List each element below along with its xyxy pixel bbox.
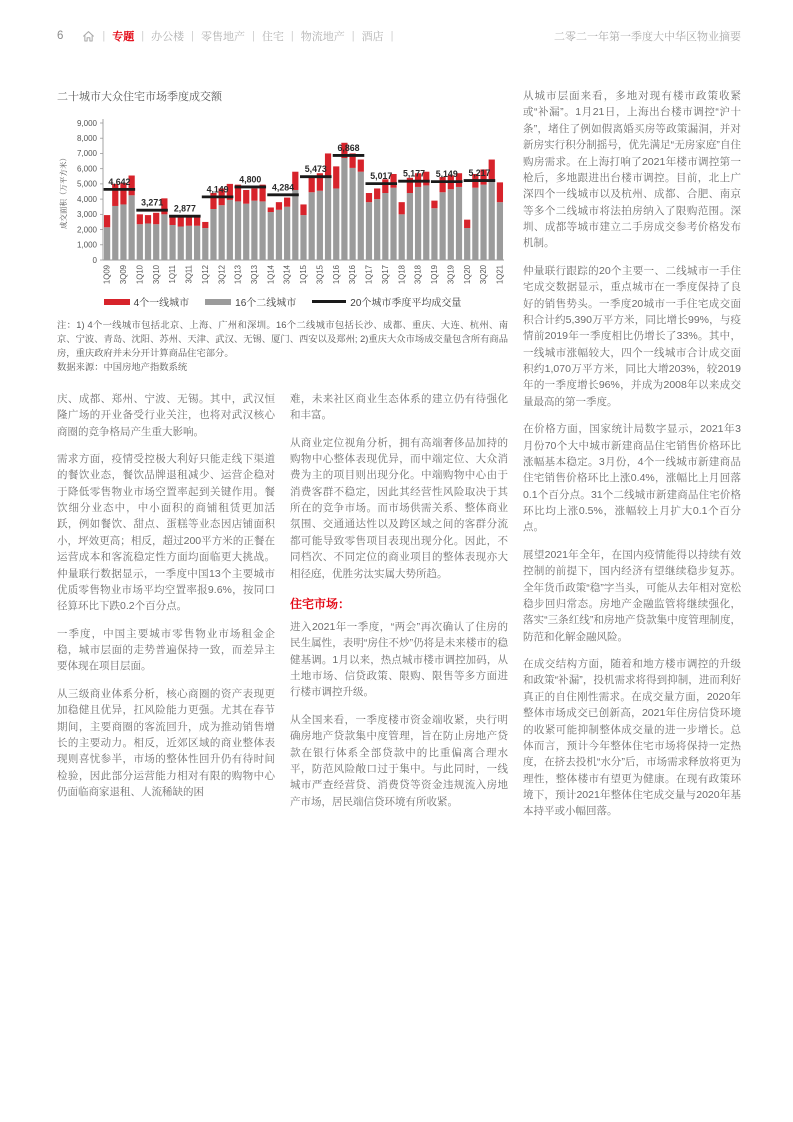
report-title: 二零二一年第一季度大中华区物业摘要 (554, 31, 741, 43)
bar-tier2 (268, 212, 274, 260)
body-paragraph: 从三级商业体系分析，核心商圈的资产表现更加稳健且优异，扛风险能力更强。尤其在春节期间，主要商圈的客流回升，成为推动销售增长的主要动力。相反，近郊区域的商业整体表现则喜忧参半，市场的整体性回升仍有待时间检验，因此部分运营能力相对有限的购物中心仍面临商家退租、人流稀缺的困 (57, 687, 275, 798)
nav-item-residential[interactable]: 住宅 (261, 31, 284, 43)
bar-tier2 (161, 214, 167, 260)
svg-text:1Q14: 1Q14 (266, 265, 276, 285)
bar-tier2 (300, 215, 306, 260)
bar-tier2 (186, 226, 192, 260)
svg-text:1Q20: 1Q20 (462, 265, 472, 285)
bar-tier2 (235, 201, 241, 260)
svg-text:1Q17: 1Q17 (364, 265, 374, 285)
bar-tier2 (415, 187, 421, 260)
average-label: 5,473 (304, 164, 327, 175)
bar-tier2 (472, 188, 478, 260)
bar-tier1 (374, 188, 380, 199)
bar-tier2 (219, 205, 225, 260)
average-label: 6,868 (337, 142, 360, 153)
average-label: 4,800 (239, 174, 262, 185)
svg-text:8,000: 8,000 (76, 134, 97, 144)
bar-tier2 (202, 228, 208, 260)
nav-item-retail[interactable]: 零售地产 (200, 31, 245, 43)
bar-tier1 (137, 214, 143, 224)
bar-tier1 (243, 190, 249, 204)
nav-item-logistics[interactable]: 物流地产 (300, 31, 345, 43)
bar-tier2 (407, 193, 413, 260)
bar-tier2 (431, 208, 437, 260)
legend-swatch-tier1 (104, 299, 130, 305)
svg-text:1Q19: 1Q19 (430, 265, 440, 285)
bar-tier2 (243, 204, 249, 260)
legend-label-tier1: 4个一线城市 (133, 298, 190, 309)
bar-tier2 (382, 193, 388, 260)
body-paragraph: 在价格方面，国家统计局数字显示，2021年3月份70个大中城市新建商品住宅销售价格环比涨幅基本稳定。3月份，4个一线城市新建商品住宅销售价格环比上涨0.4%，涨幅比上月回落0.1个百分点。31个二线城市新建商品住宅价格环比均上涨0.5%，涨幅较上月扩大0.1个百分点。 (523, 423, 741, 534)
svg-text:3Q11: 3Q11 (184, 265, 194, 284)
chart-legend (57, 294, 508, 309)
bar-tier1 (112, 184, 118, 206)
svg-text:0: 0 (92, 255, 97, 265)
bar-tier1 (202, 222, 208, 228)
chart-notes (57, 319, 508, 375)
chart-note: 注：1) 4个一线城市包括北京、上海、广州和深圳。16个二线城市包括长沙、成都、重庆、大连、杭州、南京、宁波、青岛、沈阳、苏州、天津、武汉、无锡、厦门、西安以及郑州; 2)重庆大众市场成交量包含所有商品房，重庆政府并未分开计算商品住宅部分。 (57, 320, 508, 358)
bar-tier1 (300, 204, 306, 215)
svg-text:5,000: 5,000 (76, 179, 97, 189)
svg-text:1Q16: 1Q16 (331, 265, 341, 285)
main-area (57, 88, 508, 831)
column-chart-svg (57, 114, 508, 292)
legend-item-average (312, 294, 461, 309)
body-paragraph: 需求方面，疫情受控极大利好只能走线下渠道的餐饮业态，餐饮品牌退租减少、运营企稳对于降低零售物业市场空置率起到关键作用。餐饮细分业态中，中小面积的商铺租赁更加活跃，例如餐饮、甜点、蛋糕等业态因店铺面积小，坪效更高；相反，超过200平方米的正餐在运营成本和客流稳定性方面均面临更大挑战。仲量联行数据显示，一季度中国13个主要城市优质零售物业市场平均空置率报9.6%，按同口径算环比下跌0.2个百分点。 (57, 452, 275, 613)
nav-separator: | (251, 30, 255, 42)
nav-separator: | (191, 30, 194, 42)
svg-text:1,000: 1,000 (76, 240, 97, 250)
bar-tier1 (464, 220, 470, 228)
body-paragraph: 从城市层面来看，多地对现有楼市政策收紧或“补漏”。1月21日，上海出台楼市调控“沪十条”，堵住了例如假离婚买房等政策漏洞，并对新房实行积分制摇号，优先满足“无房家庭”自住购房需求。在上海打响了2021年楼市调控第一枪后，多地跟进出台楼市调控。目前，北上广深四个一线城市以及杭州、成都、合肥、南京等多个二线城市将法拍房纳入了限购范围。深圳、成都等城市建立二手房成交参考价格发布机制。 (523, 90, 741, 250)
average-label: 5,149 (435, 169, 458, 180)
svg-text:3Q19: 3Q19 (446, 265, 456, 285)
bar-tier1 (186, 217, 192, 226)
body-paragraph: 进入2021年一季度，“两会”再次确认了住房的民生属性，表明“房住不炒”仍将是未来楼市的稳健基调。1月以来，热点城市楼市调控加码，从土地市场、信贷政策、限购、限售等多方面进行楼市调控升级。 (290, 620, 508, 699)
bar-tier1 (104, 215, 110, 227)
nav-separator: | (290, 30, 294, 42)
svg-text:成交面积（万平方米）: 成交面积（万平方米） (59, 154, 68, 229)
bar-tier2 (317, 191, 323, 260)
svg-text:3Q17: 3Q17 (380, 265, 390, 285)
bar-tier2 (120, 204, 126, 260)
bar-tier2 (104, 227, 110, 260)
bar-tier2 (145, 223, 151, 260)
bar-tier2 (423, 185, 429, 260)
bar-tier2 (292, 190, 298, 260)
bar-tier2 (325, 176, 331, 260)
svg-text:3Q15: 3Q15 (315, 265, 325, 285)
svg-text:1Q10: 1Q10 (135, 265, 145, 285)
svg-text:3Q20: 3Q20 (479, 265, 489, 285)
legend-swatch-average (312, 300, 346, 303)
column-left (57, 391, 275, 821)
bar-tier2 (333, 188, 339, 260)
svg-text:3Q16: 3Q16 (348, 265, 358, 285)
column-middle (290, 391, 508, 821)
bar-tier1 (268, 207, 274, 212)
svg-text:3Q13: 3Q13 (249, 265, 259, 285)
bar-tier1 (431, 201, 437, 209)
body-paragraph: 展望2021年全年，在国内疫情能得以持续有效控制的前提下，国内经济有望继续稳步复苏。全年货币政策“稳”字当头，可能从去年相对宽松稳步回归常态。房地产金融监管将继续强化，落实“三条红线”和房地产贷款集中度管理制度，防范和化解金融风险。 (523, 548, 741, 643)
bar-tier1 (153, 213, 159, 224)
bar-tier2 (349, 168, 355, 260)
svg-text:1Q18: 1Q18 (397, 265, 407, 285)
bar-tier1 (333, 166, 339, 188)
average-label: 5,217 (468, 168, 491, 179)
bar-tier1 (178, 217, 184, 226)
bar-tier2 (489, 181, 495, 260)
svg-text:3Q10: 3Q10 (151, 265, 161, 285)
bar-tier2 (456, 187, 462, 260)
bar-tier2 (259, 201, 265, 260)
bar-tier2 (251, 201, 257, 260)
bar-tier2 (284, 207, 290, 260)
body-paragraph: 从商业定位视角分析，拥有高端奢侈品加持的购物中心整体表现优异，而中端定位、大众消费为主的项目则出现分化。中端购物中心由于消费客群不稳定，因此其经营性风险取决于其所在的竞争市场。而市场供需关系、整体商业氛围、交通通达性以及跨区域之间的客群分流都可能导致零售项目表现出现分化。因此，不同档次、不同定位的商业项目的整体表现亦大相径庭，优胜劣汰实属大势所趋。 (290, 436, 508, 580)
legend-item-tier1 (104, 294, 190, 309)
svg-text:3Q12: 3Q12 (217, 265, 227, 285)
bar-tier1 (399, 202, 405, 214)
svg-text:3Q09: 3Q09 (119, 265, 129, 285)
bar-tier2 (374, 199, 380, 260)
chart-source: 数据来源：中国房地产指数系统 (57, 361, 188, 372)
bar-tier2 (448, 189, 454, 260)
average-label: 3,271 (141, 197, 164, 208)
body-paragraph: 庆、成都、郑州、宁波、无锡。其中，武汉恒隆广场的开业备受行业关注，也将对武汉核心商圈的竞争格局产生重大影响。 (57, 392, 275, 438)
body-paragraph: 一季度，中国主要城市零售物业市场租金企稳，城市层面的走势普遍保持一致，而差异主要体现在项目层面。 (57, 627, 275, 673)
average-label: 4,284 (272, 182, 295, 193)
bar-tier2 (153, 224, 159, 260)
nav-item-office[interactable]: 办公楼 (151, 31, 185, 43)
bar-tier2 (309, 192, 315, 260)
page-header (57, 28, 741, 44)
bar-tier2 (390, 188, 396, 260)
svg-text:1Q15: 1Q15 (299, 265, 309, 285)
bar-tier1 (284, 198, 290, 207)
bar-tier2 (341, 158, 347, 260)
svg-text:1Q21: 1Q21 (495, 265, 505, 285)
home-icon[interactable] (82, 30, 95, 43)
bar-tier2 (112, 206, 118, 260)
bar-tier2 (358, 172, 364, 260)
average-label: 5,177 (402, 168, 425, 179)
section-heading-residential: 住宅市场： (290, 596, 351, 611)
bar-tier1 (440, 177, 446, 192)
svg-text:3Q14: 3Q14 (282, 265, 292, 285)
nav-separator: | (390, 30, 394, 42)
bar-tier1 (210, 193, 216, 209)
chart-title: 二十城市大众住宅市场季度成交额 (57, 91, 222, 103)
svg-text:3,000: 3,000 (76, 210, 97, 220)
svg-text:9,000: 9,000 (76, 118, 97, 128)
svg-text:2,000: 2,000 (76, 225, 97, 235)
svg-text:1Q09: 1Q09 (102, 265, 112, 285)
nav-separator: | (102, 30, 106, 42)
nav-item-topic[interactable]: 专题 (112, 31, 135, 43)
bar-tier2 (178, 227, 184, 260)
body-paragraph: 在成交结构方面，随着和地方楼市调控的升级和政策“补漏”，投机需求将得到抑制，进而利好真正的自住刚性需求。在成交量方面，2020年整体市场成交已创新高，2021年住房信贷环境的收紧可能抑制整体成交量的进一步增长。总体而言，预计今年整体住宅市场将保持一定热度，在挤去投机“水分”后，市场需求释放将更为理性，整体楼市有望更为健康。在现有政策环境下，预计2021年整体住宅成交量与2020年基本持平或小幅回落。 (523, 658, 741, 818)
nav-item-hotel[interactable]: 酒店 (361, 31, 384, 43)
bar-tier2 (480, 185, 486, 260)
legend-item-tier2 (205, 294, 296, 309)
bar-tier1 (145, 215, 151, 223)
svg-text:3Q18: 3Q18 (413, 265, 423, 285)
page-number: 6 (57, 30, 64, 42)
bar-tier2 (210, 209, 216, 260)
body-paragraph: 从全国来看，一季度楼市资金端收紧，央行明确房地产贷款集中度管理，旨在防止房地产贷款在银行体系全部贷款中的比重偏离合理水平，防范风险敞口过于集中。与此同时，一线城市严查经营贷、消费贷等资金违规流入房地产市场，居民端信贷环境有所收紧。 (290, 713, 508, 808)
svg-text:6,000: 6,000 (76, 164, 97, 174)
bar-tier1 (251, 188, 257, 200)
svg-text:1Q12: 1Q12 (200, 265, 210, 285)
bar-tier2 (399, 214, 405, 260)
svg-text:1Q13: 1Q13 (233, 265, 243, 285)
bar-tier1 (382, 179, 388, 193)
bar-tier1 (276, 202, 282, 210)
body-paragraph: 难，未来社区商业生态体系的建立仍有待强化和丰富。 (290, 392, 508, 422)
average-label: 4,642 (108, 176, 131, 187)
bar-tier2 (227, 200, 233, 260)
svg-text:4,000: 4,000 (76, 194, 97, 204)
bar-tier2 (137, 224, 143, 260)
average-label: 4,149 (206, 184, 229, 195)
bar-tier1 (358, 160, 364, 172)
bar-tier2 (464, 228, 470, 260)
bar-tier2 (366, 202, 372, 260)
bar-tier2 (440, 192, 446, 260)
bar-tier1 (366, 193, 372, 202)
body-paragraph: 仲量联行跟踪的20个主要一、二线城市一手住宅成交数据显示，重点城市在一季度保持了良好的销售势头。一季度20城市一手住宅成交面积合计约5,390万平方米，同比增长99%，与疫情前2019年一季度相比仍增长了33%。其中，一线城市涨幅较大，四个一线城市合计成交面积约1,070万平方米，同比大增203%，较2019年的一季度增长96%，并成为2008年以来成交量最高的第一季度。 (523, 264, 741, 408)
nav-separator: | (351, 30, 355, 42)
bar-tier2 (194, 226, 200, 260)
bar-tier2 (169, 225, 175, 260)
bar-tier1 (497, 182, 503, 202)
svg-text:1Q11: 1Q11 (168, 265, 178, 284)
bar-tier2 (129, 195, 135, 260)
legend-label-average: 20个城市季度平均成交量 (350, 298, 462, 309)
bar-tier2 (497, 202, 503, 260)
average-label: 2,877 (173, 203, 196, 214)
legend-label-tier2: 16个二线城市 (235, 298, 297, 309)
average-label: 5,017 (370, 171, 393, 182)
svg-text:7,000: 7,000 (76, 149, 97, 159)
chart-block (57, 88, 508, 375)
legend-swatch-tier2 (205, 299, 231, 305)
bar-tier2 (276, 210, 282, 260)
column-right (523, 88, 741, 831)
nav-separator: | (141, 30, 145, 42)
